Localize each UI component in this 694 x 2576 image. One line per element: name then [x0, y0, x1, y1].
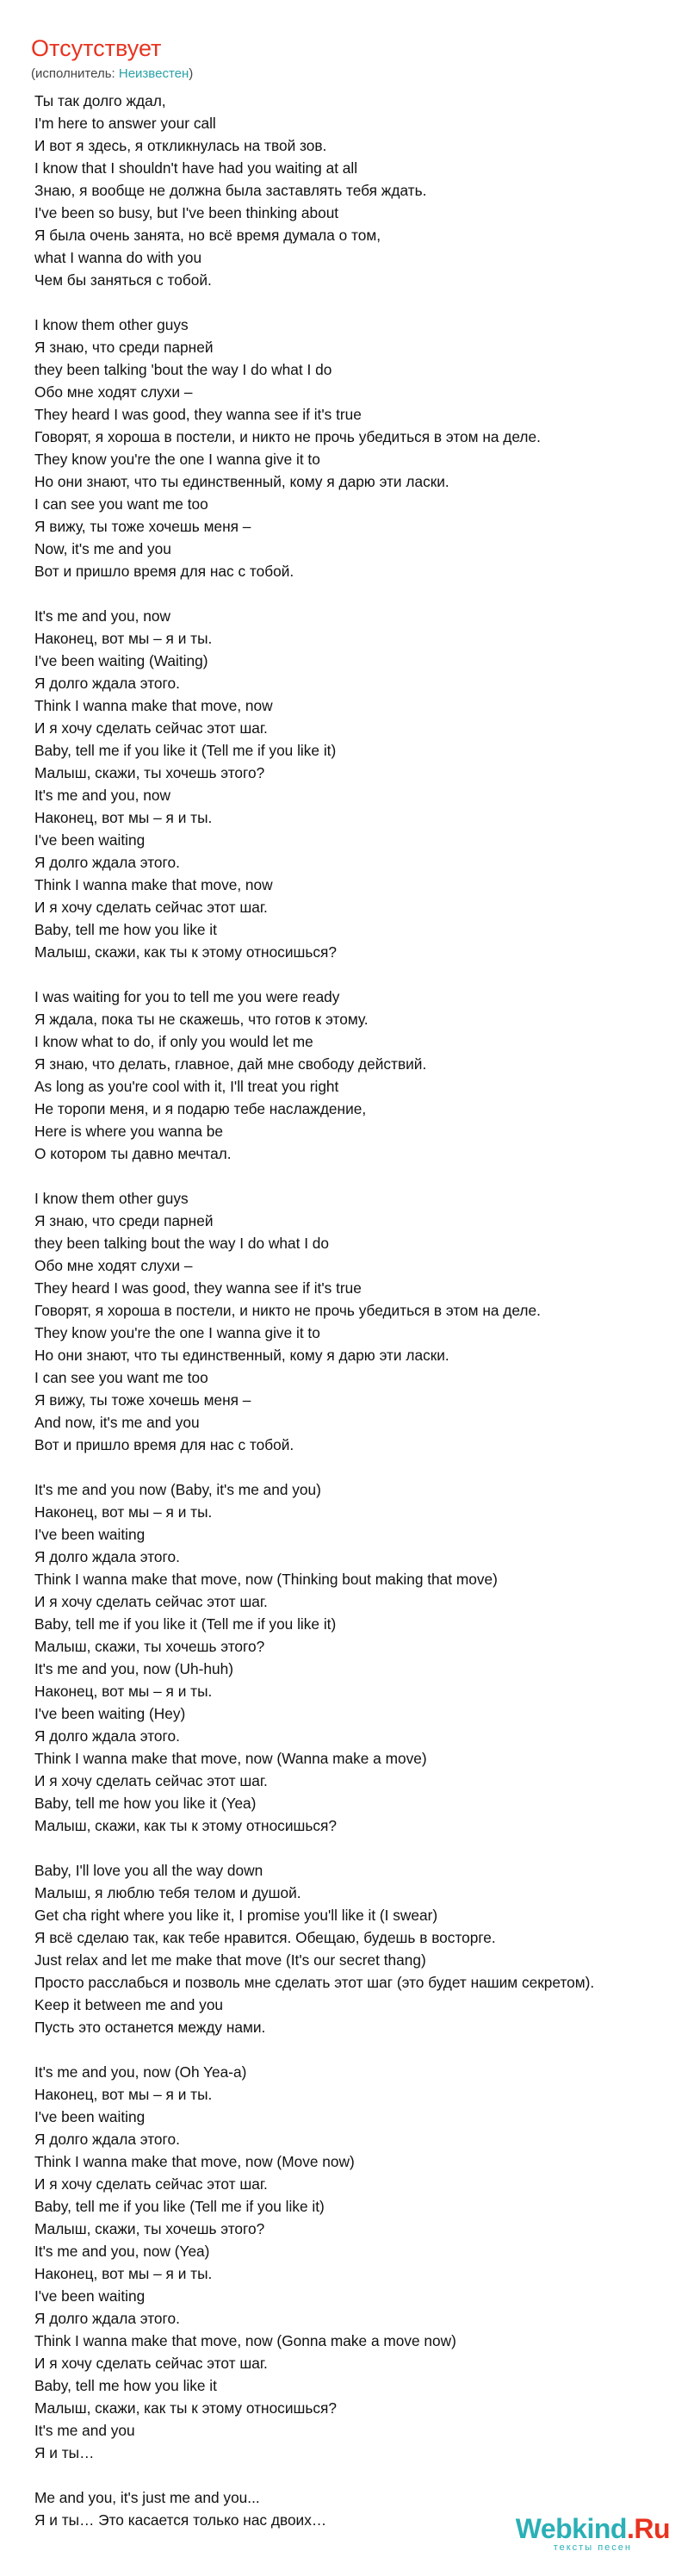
lyric-line: Наконец, вот мы – я и ты. [34, 2265, 213, 2282]
lyric-line: I've been so busy, but I've been thinking about [34, 204, 339, 221]
lyric-line: what I wanna do with you [34, 249, 202, 266]
lyric-line: Get cha right where you like it, I promise you'll like it (I swear) [34, 1907, 438, 1924]
lyric-line: Baby, tell me how you like it [34, 921, 217, 938]
lyric-line: I can see you want me too [34, 495, 208, 513]
lyric-line: they been talking bout the way I do what I do [34, 1235, 330, 1252]
lyric-line: Think I wanna make that move, now (Thinking bout making that move) [34, 1571, 498, 1588]
lyric-line: Наконец, вот мы – я и ты. [34, 1503, 213, 1521]
lyric-line: Знаю, я вообще не должна была заставлять тебя ждать. [34, 182, 427, 199]
lyrics-stanza [34, 1187, 694, 1456]
lyric-line: Baby, tell me how you like it [34, 2377, 217, 2394]
lyric-line: I've been waiting [34, 831, 146, 849]
lyric-line: Малыш, скажи, ты хочешь этого? [34, 2220, 265, 2237]
lyric-line: Я долго ждала этого. [34, 2310, 180, 2327]
lyric-line: Я знаю, что делать, главное, дай мне свободу действий. [34, 1055, 427, 1073]
lyric-line: Here is where you wanna be [34, 1123, 224, 1140]
lyric-line: They heard I was good, they wanna see if it's true [34, 1279, 362, 1297]
lyric-line: И я хочу сделать сейчас этот шаг. [34, 1772, 268, 1789]
lyrics-stanza [34, 605, 694, 963]
lyric-line: It's me and you now (Baby, it's me and you) [34, 1481, 321, 1498]
lyrics-stanza [34, 90, 694, 291]
artist-suffix: ) [189, 66, 194, 81]
lyric-line: Я и ты… Это касается только нас двоих… [34, 2511, 327, 2529]
lyric-line: Говорят, я хороша в постели, и никто не прочь убедиться в этом на деле. [34, 428, 541, 445]
lyric-line: It's me and you [34, 2422, 135, 2439]
lyric-line: Чем бы заняться с тобой. [34, 271, 212, 289]
lyric-line: And now, it's me and you [34, 1414, 200, 1431]
lyric-line: Малыш, скажи, как ты к этому относишься? [34, 1817, 337, 1834]
lyric-line: They know you're the one I wanna give it to [34, 1324, 320, 1341]
lyric-line: I know what to do, if only you would let me [34, 1033, 313, 1050]
lyric-line: Think I wanna make that move, now [34, 697, 273, 714]
lyric-line: Но они знают, что ты единственный, кому я дарю эти ласки. [34, 1347, 449, 1364]
lyric-line: Я долго ждала этого. [34, 854, 180, 871]
lyric-line: I know them other guys [34, 1190, 189, 1207]
lyric-line: Me and you, it's just me and you... [34, 2489, 260, 2506]
artist-line [31, 65, 668, 83]
lyric-line: Наконец, вот мы – я и ты. [34, 1683, 213, 1700]
lyric-line: I know that I shouldn't have had you waiting at all [34, 159, 358, 177]
lyrics-stanza [34, 986, 694, 1165]
lyric-line: I can see you want me too [34, 1369, 208, 1386]
lyric-line: Baby, tell me if you like it (Tell me if you like it) [34, 742, 337, 759]
lyric-line: И я хочу сделать сейчас этот шаг. [34, 2175, 268, 2193]
lyric-line: И я хочу сделать сейчас этот шаг. [34, 1593, 268, 1610]
lyric-line: Just relax and let me make that move (It's our secret thang) [34, 1951, 426, 1969]
lyric-line: Baby, tell me if you like (Tell me if you like it) [34, 2198, 325, 2215]
lyric-line: It's me and you, now [34, 607, 170, 625]
artist-prefix: (исполнитель: [31, 66, 119, 81]
lyric-line: I was waiting for you to tell me you were ready [34, 988, 340, 1005]
lyric-line: Think I wanna make that move, now [34, 876, 273, 893]
lyric-line: И я хочу сделать сейчас этот шаг. [34, 719, 268, 737]
lyric-line: Я долго ждала этого. [34, 1727, 180, 1745]
lyrics-stanza [34, 1478, 694, 1837]
lyric-line: Пусть это останется между нами. [34, 2019, 266, 2036]
lyric-line: Я была очень занята, но всё время думала о том, [34, 227, 381, 244]
lyric-line: Не торопи меня, и я подарю тебе наслаждение, [34, 1100, 367, 1117]
lyric-line: Я вижу, ты тоже хочешь меня – [34, 518, 251, 535]
lyrics-stanza [34, 314, 694, 582]
lyric-line: It's me and you, now (Uh-huh) [34, 1660, 233, 1677]
lyric-line: Я и ты… [34, 2444, 95, 2461]
lyric-line: It's me and you, now (Oh Yea-a) [34, 2063, 247, 2081]
lyric-line: И я хочу сделать сейчас этот шаг. [34, 899, 268, 916]
lyric-line: Think I wanna make that move, now (Move now) [34, 2153, 355, 2170]
song-title: Отсутствует [31, 35, 162, 61]
lyric-line: Я вижу, ты тоже хочешь меня – [34, 1391, 251, 1409]
lyric-line: As long as you're cool with it, I'll treat you right [34, 1078, 339, 1095]
lyric-line: Малыш, скажи, как ты к этому относишься? [34, 943, 337, 961]
lyric-line: I've been waiting (Waiting) [34, 652, 208, 669]
lyric-line: Baby, tell me if you like it (Tell me if you like it) [34, 1615, 337, 1633]
lyric-line: Малыш, я люблю тебя телом и душой. [34, 1884, 301, 1901]
lyric-line: Ты так долго ждал, [34, 92, 166, 109]
logo-tagline: тексты песен [553, 2542, 632, 2553]
lyric-line: I've been waiting [34, 2287, 146, 2305]
lyric-line: Я знаю, что среди парней [34, 339, 214, 356]
lyric-line: И я хочу сделать сейчас этот шаг. [34, 2355, 268, 2372]
lyric-line: I've been waiting [34, 1526, 146, 1543]
lyric-line: Я всё сделаю так, как тебе нравится. Обещаю, будешь в восторге. [34, 1929, 496, 1946]
lyric-line: Now, it's me and you [34, 540, 171, 557]
lyric-line: Просто расслабься и позволь мне сделать этот шаг (это будет нашим секретом). [34, 1974, 595, 1991]
lyric-line: Но они знают, что ты единственный, кому я дарю эти ласки. [34, 473, 449, 490]
logo-brand-main: Webkind [515, 2513, 627, 2544]
lyric-line: Think I wanna make that move, now (Gonna make a move now) [34, 2332, 456, 2349]
lyric-line: Малыш, скажи, ты хочешь этого? [34, 1638, 265, 1655]
lyric-line: Малыш, скажи, ты хочешь этого? [34, 764, 265, 781]
lyric-line: Наконец, вот мы – я и ты. [34, 809, 213, 826]
lyric-line: Обо мне ходят слухи – [34, 383, 193, 401]
lyrics-stanza [34, 1859, 694, 2038]
lyric-line: Наконец, вот мы – я и ты. [34, 2086, 213, 2103]
lyrics-body [34, 90, 694, 2554]
lyric-line: Baby, tell me how you like it (Yea) [34, 1795, 257, 1812]
lyric-line: I've been waiting [34, 2108, 146, 2125]
lyric-line: И вот я здесь, я откликнулась на твой зов. [34, 137, 327, 154]
logo-wordmark [516, 2513, 670, 2544]
lyric-line: Keep it between me and you [34, 1996, 224, 2013]
lyric-line: О котором ты давно мечтал. [34, 1145, 232, 1162]
site-logo[interactable] [516, 2513, 670, 2553]
lyric-line: Я знаю, что среди парней [34, 1212, 214, 1229]
lyric-line: I'm here to answer your call [34, 115, 216, 132]
lyric-line: Think I wanna make that move, now (Wanna make a move) [34, 1750, 427, 1767]
artist-link[interactable]: Неизвестен [118, 66, 189, 81]
lyric-line: Я долго ждала этого. [34, 2131, 180, 2148]
lyric-line: I've been waiting (Hey) [34, 1705, 186, 1722]
lyric-line: Малыш, скажи, как ты к этому относишься? [34, 2399, 337, 2417]
logo-brand-domain: .Ru [626, 2513, 670, 2544]
lyric-line: Я ждала, пока ты не скажешь, что готов к этому. [34, 1011, 369, 1028]
lyric-line: They heard I was good, they wanna see if it's true [34, 406, 362, 423]
song-header [31, 34, 668, 83]
lyrics-stanza [34, 2061, 694, 2464]
lyric-line: It's me and you, now (Yea) [34, 2243, 210, 2260]
lyric-line: Наконец, вот мы – я и ты. [34, 630, 213, 647]
lyric-line: Я долго ждала этого. [34, 1548, 180, 1565]
lyric-line: Вот и пришло время для нас с тобой. [34, 563, 294, 580]
lyric-line: I know them other guys [34, 316, 189, 333]
lyric-line: It's me and you, now [34, 787, 170, 804]
lyric-line: They know you're the one I wanna give it to [34, 451, 320, 468]
lyric-line: Говорят, я хороша в постели, и никто не прочь убедиться в этом на деле. [34, 1302, 541, 1319]
lyric-line: Вот и пришло время для нас с тобой. [34, 1436, 294, 1453]
lyric-line: Baby, I'll love you all the way down [34, 1862, 263, 1879]
lyric-line: Я долго ждала этого. [34, 675, 180, 692]
lyric-line: they been talking 'bout the way I do what I do [34, 361, 332, 378]
lyric-line: Обо мне ходят слухи – [34, 1257, 193, 1274]
